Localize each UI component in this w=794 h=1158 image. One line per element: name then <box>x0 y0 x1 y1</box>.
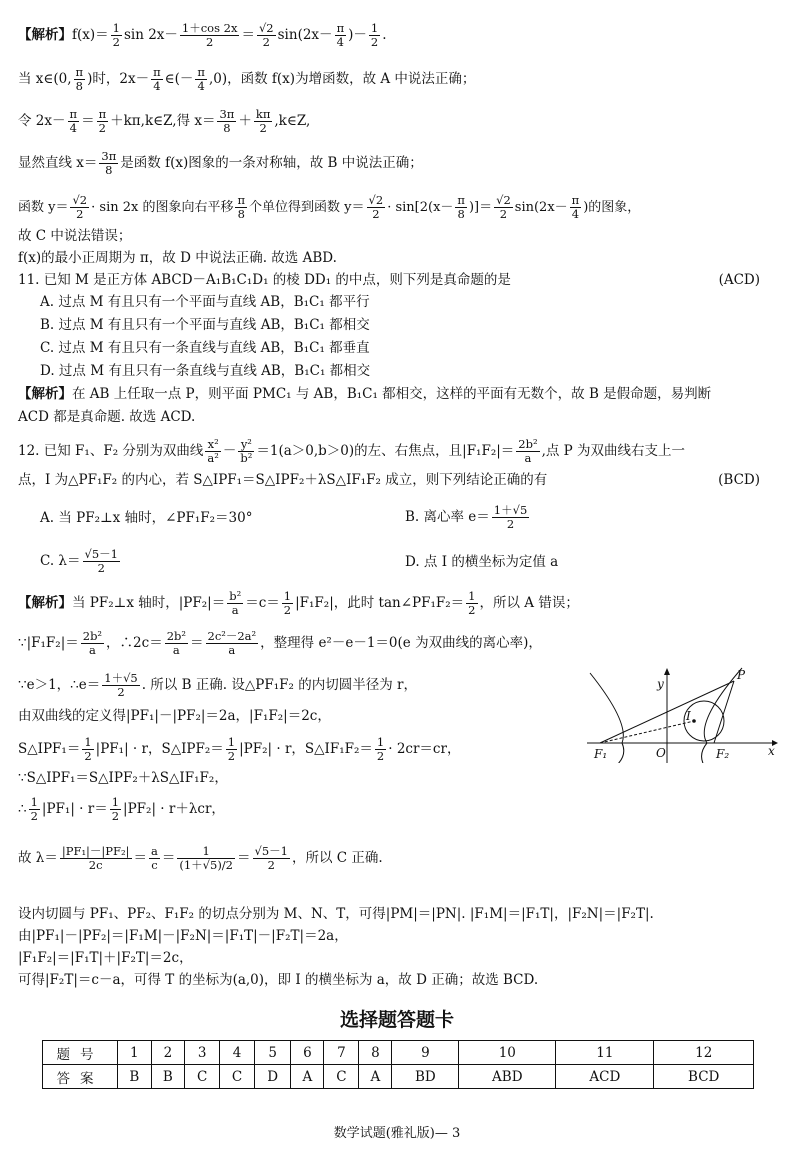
answer-card-table <box>42 1040 754 1089</box>
table-cell: 8 <box>359 1041 392 1065</box>
question-11-stem: 11. 已知 M 是正方体 ABCD－A₁B₁C₁D₁ 的棱 DD₁ 的中点，则下列是真命题的是 (ACD) <box>18 272 760 288</box>
solution-label: 【解析】 <box>18 27 72 43</box>
table-cell: 2 <box>151 1041 185 1065</box>
q11-solution-line-1: 【解析】在 AB 上任取一点 P，则平面 PMC₁ 与 AB，B₁C₁ 都相交，这样的平面有无数个，故 B 是假命题，易判断 <box>18 386 712 402</box>
q12-solution-line-1: 【解析】当 PF₂⊥x 轴时，|PF₂|＝ $\frac{\text{b²}}{a}$ ＝c＝ $\frac{1}{2}$ |F₁F₂|，此时 tan∠PF₁F₂＝ $\frac{1}{2}$ ，所以 A 错误； <box>18 589 579 617</box>
table-cell: ABD <box>459 1065 556 1089</box>
table-cell: A <box>359 1065 392 1089</box>
q12-option-c: C. λ＝ $\frac{√5-1}{2}$ <box>40 547 118 575</box>
table-cell: ACD <box>556 1065 654 1089</box>
table-cell: A <box>291 1065 324 1089</box>
question-11-answer: (ACD) <box>718 272 760 288</box>
q12-solution-line-6: ∵S△IPF₁＝S△IPF₂＋λS△IF₁F₂， <box>18 770 228 786</box>
label-x: x <box>768 744 775 758</box>
q11-option-b: B. 过点 M 有且只有一个平面与直线 AB，B₁C₁ 都相交 <box>40 317 370 333</box>
q11-solution-line-2: ACD 都是真命题. 故选 ACD. <box>18 409 196 425</box>
label-y: y <box>657 677 664 691</box>
q12-option-d: D. 点 I 的横坐标为定值 a <box>405 554 559 570</box>
q12-solution-line-12: 可得|F₂T|＝c－a，可得 T 的坐标为(a,0)，即 I 的横坐标为 a，故 D 正确；故选 BCD. <box>18 972 539 988</box>
incenter-point <box>692 719 696 723</box>
table-cell: C <box>220 1065 255 1089</box>
q11-option-c: C. 过点 M 有且只有一条直线与直线 AB，B₁C₁ 都垂直 <box>40 340 370 356</box>
label-f1: F₁ <box>594 747 608 761</box>
question-12-stem-2: 点，I 为△PF₁F₂ 的内心，若 S△IPF₁＝S△IPF₂＋λS△IF₁F₂ 成立，则下列结论正确的有 (BCD) <box>18 472 760 488</box>
label-p: P <box>737 668 746 682</box>
table-cell: 6 <box>291 1041 324 1065</box>
q12-solution-line-10: 由|PF₁|－|PF₂|＝|F₁M|－|F₂N|＝|F₁T|－|F₂T|＝2a， <box>18 928 348 944</box>
table-cell: 12 <box>654 1041 754 1065</box>
q12-solution-line-11: |F₁F₂|＝|F₁T|＋|F₂T|＝2c， <box>18 950 193 966</box>
table-cell: BD <box>392 1065 459 1089</box>
q11-option-d: D. 过点 M 有且只有一条直线与直线 AB，B₁C₁ 都相交 <box>40 363 371 379</box>
q12-option-a: A. 当 PF₂⊥x 轴时，∠PF₁F₂＝30° <box>40 510 253 526</box>
label-f2: F₂ <box>716 747 730 761</box>
q12-solution-line-8: 故 λ＝ $\frac{\text{|PF₁|－|PF₂|}}{2c}$ ＝ $\frac{a}{c}$ ＝ $\frac{1}{(1+√5)/2}$ ＝ $\frac{√5-1}{2}$ ，所以 C 正确. <box>18 844 383 872</box>
table-row-answers <box>43 1065 754 1089</box>
q12-solution-line-3: ∵e＞1，∴e＝ $\frac{1+√5}{2}$ . 所以 B 正确. 设△PF₁F₂ 的内切圆半径为 r， <box>18 671 417 699</box>
q11-option-a: A. 过点 M 有且只有一个平面与直线 AB，B₁C₁ 都平行 <box>40 294 370 310</box>
label-o: O <box>656 746 666 760</box>
question-12-answer: (BCD) <box>718 472 760 488</box>
q12-solution-line-5: S△IPF₁＝ $\frac{1}{2}$ |PF₁| · r，S△IPF₂＝ $\frac{1}{2}$ |PF₂| · r，S△IF₁F₂＝ $\frac{1}{2}$ · 2cr＝cr， <box>18 735 461 763</box>
question-12-stem-1: 12. 已知 F₁、F₂ 分别为双曲线 $\frac{\text{x²}}{\text{a²}}$ － $\frac{\text{y²}}{\text{b²}}$ ＝1(a＞0,b＞0)的左、右焦点，且|F₁F₂|＝ $\frac{\text{2b²}}{a}$ ,点 P 为双曲线右支上一 <box>18 437 686 465</box>
table-cell: BCD <box>654 1065 754 1089</box>
q12-option-b: B. 离心率 e＝ $\frac{1+√5}{2}$ <box>405 503 528 531</box>
table-cell: 10 <box>459 1041 556 1065</box>
solution-line-2: 当 x∈(0, $\frac{\pi}{8}$ )时，2x－ $\frac{\pi}{4}$ ∈(－ $\frac{\pi}{4}$ ,0)，函数 f(x)为增函数，故 A 中说法正确； <box>18 65 476 93</box>
table-row-numbers <box>43 1041 754 1065</box>
solution-line-3: 令 2x－ $\frac{\pi}{4}$ ＝ $\frac{\pi}{2}$ ＋kπ,k∈Z,得 x＝ $\frac{3\pi}{8}$ ＋ $\frac{k\pi}{2}$ ,k∈Z, <box>18 107 311 135</box>
answer-card-title: 选择题答题卡 <box>339 1009 454 1031</box>
table-cell: 7 <box>324 1041 359 1065</box>
table-cell: C <box>324 1065 359 1089</box>
table-cell: 1 <box>118 1041 152 1065</box>
table-cell: D <box>254 1065 290 1089</box>
q12-solution-line-2: ∵|F₁F₂|＝ $\frac{\text{2b²}}{a}$ ，∴2c＝ $\frac{\text{2b²}}{a}$ ＝ $\frac{\text{2c²－2a²}}{a}$ ，整理得 e²－e－1＝0(e 为双曲线的离心率)， <box>18 629 542 657</box>
table-cell: B <box>118 1065 152 1089</box>
table-cell: 3 <box>185 1041 220 1065</box>
table-cell: 5 <box>254 1041 290 1065</box>
q12-solution-line-7: ∴ $\frac{1}{2}$ |PF₁| · r＝ $\frac{1}{2}$ |PF₂| · r＋λcr， <box>18 795 225 823</box>
solution-line-7: f(x)的最小正周期为 π，故 D 中说法正确. 故选 ABD. <box>18 250 337 266</box>
table-cell: C <box>185 1065 220 1089</box>
solution-line-4: 显然直线 x＝ $\frac{3\pi}{8}$ 是函数 f(x)图象的一条对称轴，故 B 中说法正确； <box>18 149 423 177</box>
solution-line-6: 故 C 中说法错误； <box>18 228 132 244</box>
page-footer: 数学试题(雅礼版)— 3 <box>333 1126 461 1141</box>
table-cell: 4 <box>220 1041 255 1065</box>
solution-line-1: 【解析】f(x)＝ $\frac{1}{2}$ sin 2x－ $\frac{1+\cos 2x}{2}$ ＝ $\frac{√2}{2}$ sin(2x－ $\frac{\pi}{4}$ )－ $\frac{1}{2}$ . <box>18 21 387 49</box>
row-label-numbers: 题号 <box>43 1041 118 1065</box>
segment-if1 <box>600 721 694 743</box>
table-cell: 11 <box>556 1041 654 1065</box>
hyperbola-figure <box>582 663 782 763</box>
row-label-answers: 答案 <box>43 1065 118 1089</box>
solution-line-5: 函数 y＝ $\frac{√2}{2}$ · sin 2x 的图象向右平移 $\frac{\pi}{8}$ 个单位得到函数 y＝ $\frac{√2}{2}$ · sin[2(x－ $\frac{\pi}{8}$ )]＝ $\frac{√2}{2}$ sin(2x－ $\frac{\pi}{4}$ )的图象， <box>18 193 641 221</box>
table-cell: B <box>151 1065 185 1089</box>
label-i: I <box>686 709 691 723</box>
table-cell: 9 <box>392 1041 459 1065</box>
q12-solution-line-9: 设内切圆与 PF₁、PF₂、F₁F₂ 的切点分别为 M、N、T，可得|PM|＝|PN|. |F₁M|＝|F₁T|，|F₂N|＝|F₂T|. <box>18 906 654 922</box>
q12-solution-line-4: 由双曲线的定义得|PF₁|－|PF₂|＝2a，|F₁F₂|＝2c， <box>18 708 331 724</box>
